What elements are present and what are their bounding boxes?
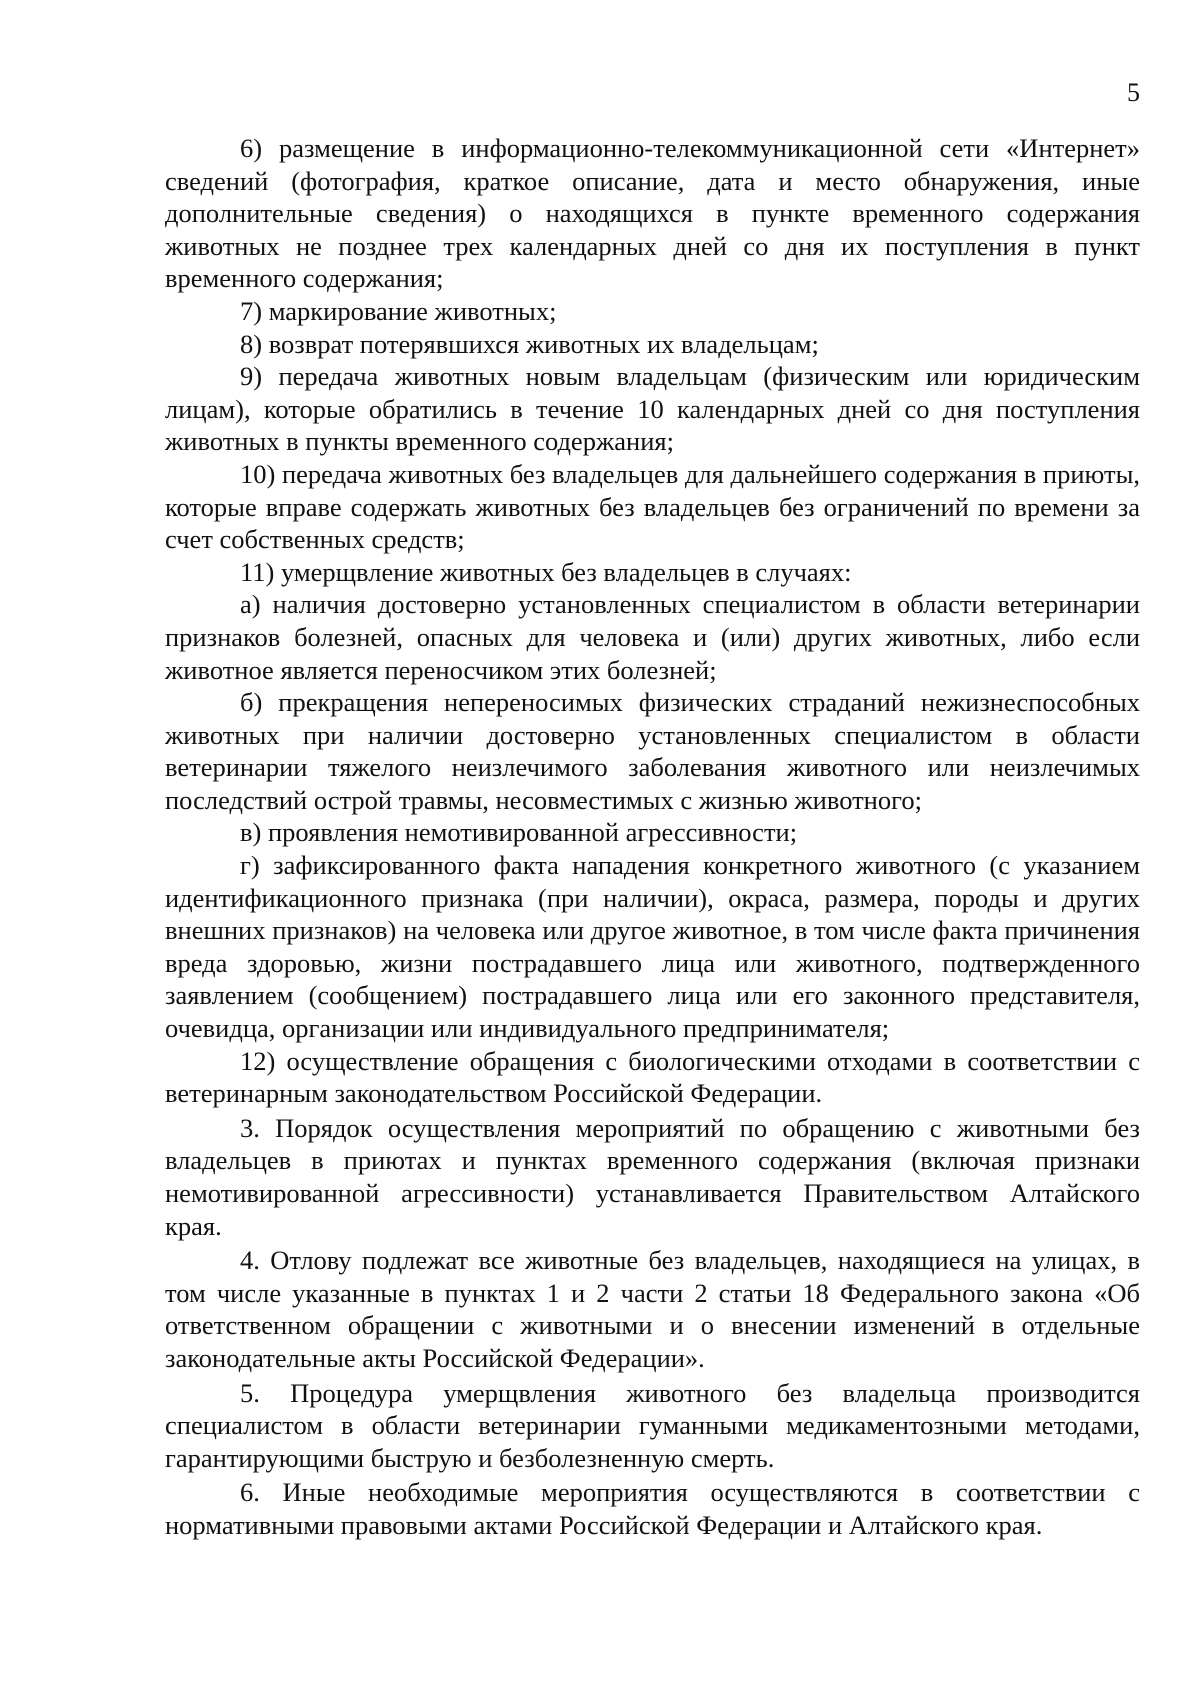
- paragraph-item-12: 12) осуществление обращения с биологическими отходами в соответствии с ветеринарным законодательством Российской Федерации.: [165, 1045, 1140, 1109]
- paragraph-item-10: 10) передача животных без владельцев для дальнейшего содержания в приюты, которые вправе содержать животных без владельцев без ограничений по времени за счет собственных средств;: [165, 458, 1140, 555]
- paragraph-clause-3: 3. Порядок осуществления мероприятий по обращению с животными без владельцев в приютах и пунктах временного содержания (включая признаки немотивированной агрессивности) устанавливается Правительством Алтайского края.: [165, 1112, 1140, 1241]
- paragraph-clause-5: 5. Процедура умерщвления животного без владельца производится специалистом в области ветеринарии гуманными медикаментозными методами, гарантирующими быструю и безболезненную смерть.: [165, 1377, 1140, 1473]
- paragraph-subitem-v: в) проявления немотивированной агрессивности;: [240, 817, 798, 848]
- paragraph-clause-6: 6. Иные необходимые мероприятия осуществляются в соответствии с нормативными правовыми актами Российской Федерации и Алтайского края.: [165, 1477, 1140, 1540]
- paragraph-item-11: 11) умерщвление животных без владельцев в случаях:: [240, 556, 852, 587]
- paragraph-item-8: 8) возврат потерявшихся животных их владельцам;: [240, 328, 819, 359]
- paragraph-item-6: 6) размещение в информационно-телекоммуникационной сети «Интернет» сведений (фотография, краткое описание, дата и место обнаружения, иные дополнительные сведения) о находящихся в пункте временного содержания животных не позднее трех календарных дней со дня их поступления в пункт временного содержания;: [165, 133, 1140, 294]
- paragraph-subitem-a: а) наличия достоверно установленных специалистом в области ветеринарии признаков болезней, опасных для человека и (или) других животных, либо если животное является переносчиком этих болезней;: [165, 589, 1140, 685]
- page-number: 5: [1127, 78, 1140, 107]
- paragraph-item-7: 7) маркирование животных;: [240, 295, 557, 326]
- paragraph-clause-4: 4. Отлову подлежат все животные без владельцев, находящиеся на улицах, в том числе указанные в пунктах 1 и 2 части 2 статьи 18 Федерального закона «Об ответственном обращении с животными и о внесении изменений в отдельные законодательные акты Российской Федерации».: [165, 1245, 1140, 1373]
- paragraph-subitem-b: б) прекращения непереносимых физических страданий нежизнеспособных животных при наличии достоверно установленных специалистом в области ветеринарии тяжелого неизлечимого заболевания животного или неизлечимых последствий острой травмы, несовместимых с жизнью животного;: [165, 687, 1140, 815]
- document-body: [165, 132, 1140, 1542]
- paragraph-subitem-g: г) зафиксированного факта нападения конкретного животного (с указанием идентификационного признака (при наличии), окраса, размера, породы и других внешних признаков) на человека или другое животное, в том числе факта причинения вреда здоровью, жизни пострадавшего лица или животного, подтвержденного заявлением (сообщением) пострадавшего лица или его законного представителя, очевидца, организации или индивидуального предпринимателя;: [165, 850, 1140, 1044]
- paragraph-item-9: 9) передача животных новым владельцам (физическим или юридическим лицам), которые обратились в течение 10 календарных дней со дня поступления животных в пункты временного содержания;: [165, 361, 1140, 457]
